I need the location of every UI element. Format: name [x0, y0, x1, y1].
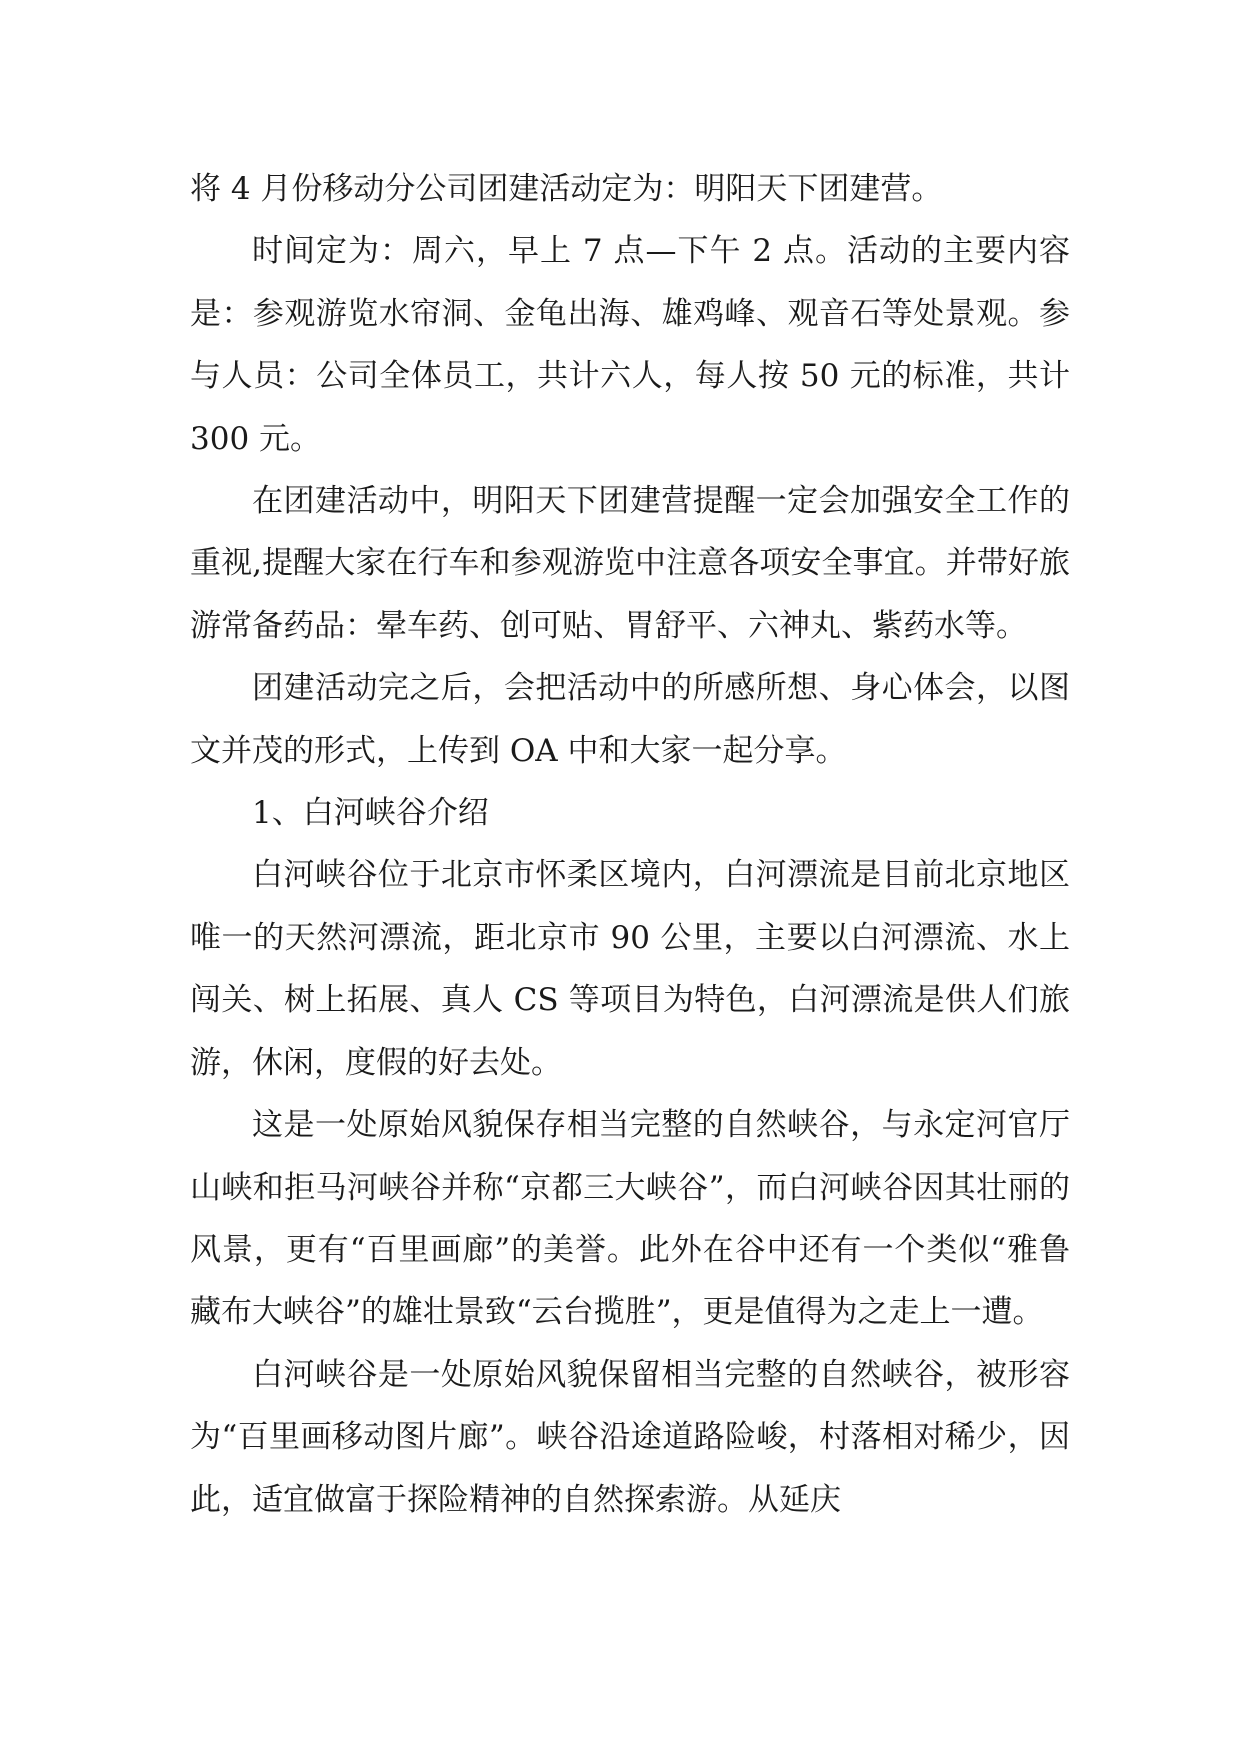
paragraph-baihe-location: 白河峡谷位于北京市怀柔区境内，白河漂流是目前北京地区唯一的天然河漂流，距北京市 90 公里，主要以白河漂流、水上闯关、树上拓展、真人 CS 等项目为特色，白河漂流是供人们旅游，休闲，度假的好去处。	[190, 857, 1070, 1081]
document-page	[190, 158, 1070, 1531]
paragraph-activity-decision: 将 4 月份移动分公司团建活动定为：明阳天下团建营。	[190, 171, 943, 207]
paragraph-safety-reminder: 在团建活动中，明阳天下团建营提醒一定会加强安全工作的重视,提醒大家在行车和参观游览中注意各项安全事宜。并带好旅游常备药品：晕车药、创可贴、胃舒平、六神丸、紫药水等。	[190, 483, 1070, 644]
paragraph-sharing: 团建活动完之后，会把活动中的所感所想、身心体会，以图文并茂的形式，上传到 OA 中和大家一起分享。	[190, 670, 1070, 769]
paragraph-baihe-scenery: 这是一处原始风貌保存相当完整的自然峡谷，与永定河官厅山峡和拒马河峡谷并称“京都三大峡谷”，而白河峡谷因其壮丽的风景，更有“百里画廊”的美誉。此外在谷中还有一个类似“雅鲁藏布大峡谷”的雄壮景致“云台揽胜”，更是值得为之走上一遭。	[190, 1107, 1070, 1331]
paragraph-time-and-content: 时间定为：周六，早上 7 点—下午 2 点。活动的主要内容是：参观游览水帘洞、金龟出海、雄鸡峰、观音石等处景观。参与人员：公司全体员工，共计六人，每人按 50 元的标准，共计 300 元。	[190, 233, 1070, 457]
section-heading-baihe-canyon: 1、白河峡谷介绍	[252, 795, 489, 832]
paragraph-baihe-exploration: 白河峡谷是一处原始风貌保留相当完整的自然峡谷，被形容为“百里画移动图片廊”。峡谷沿途道路险峻，村落相对稀少，因此，适宜做富于探险精神的自然探索游。从延庆	[190, 1356, 1070, 1518]
